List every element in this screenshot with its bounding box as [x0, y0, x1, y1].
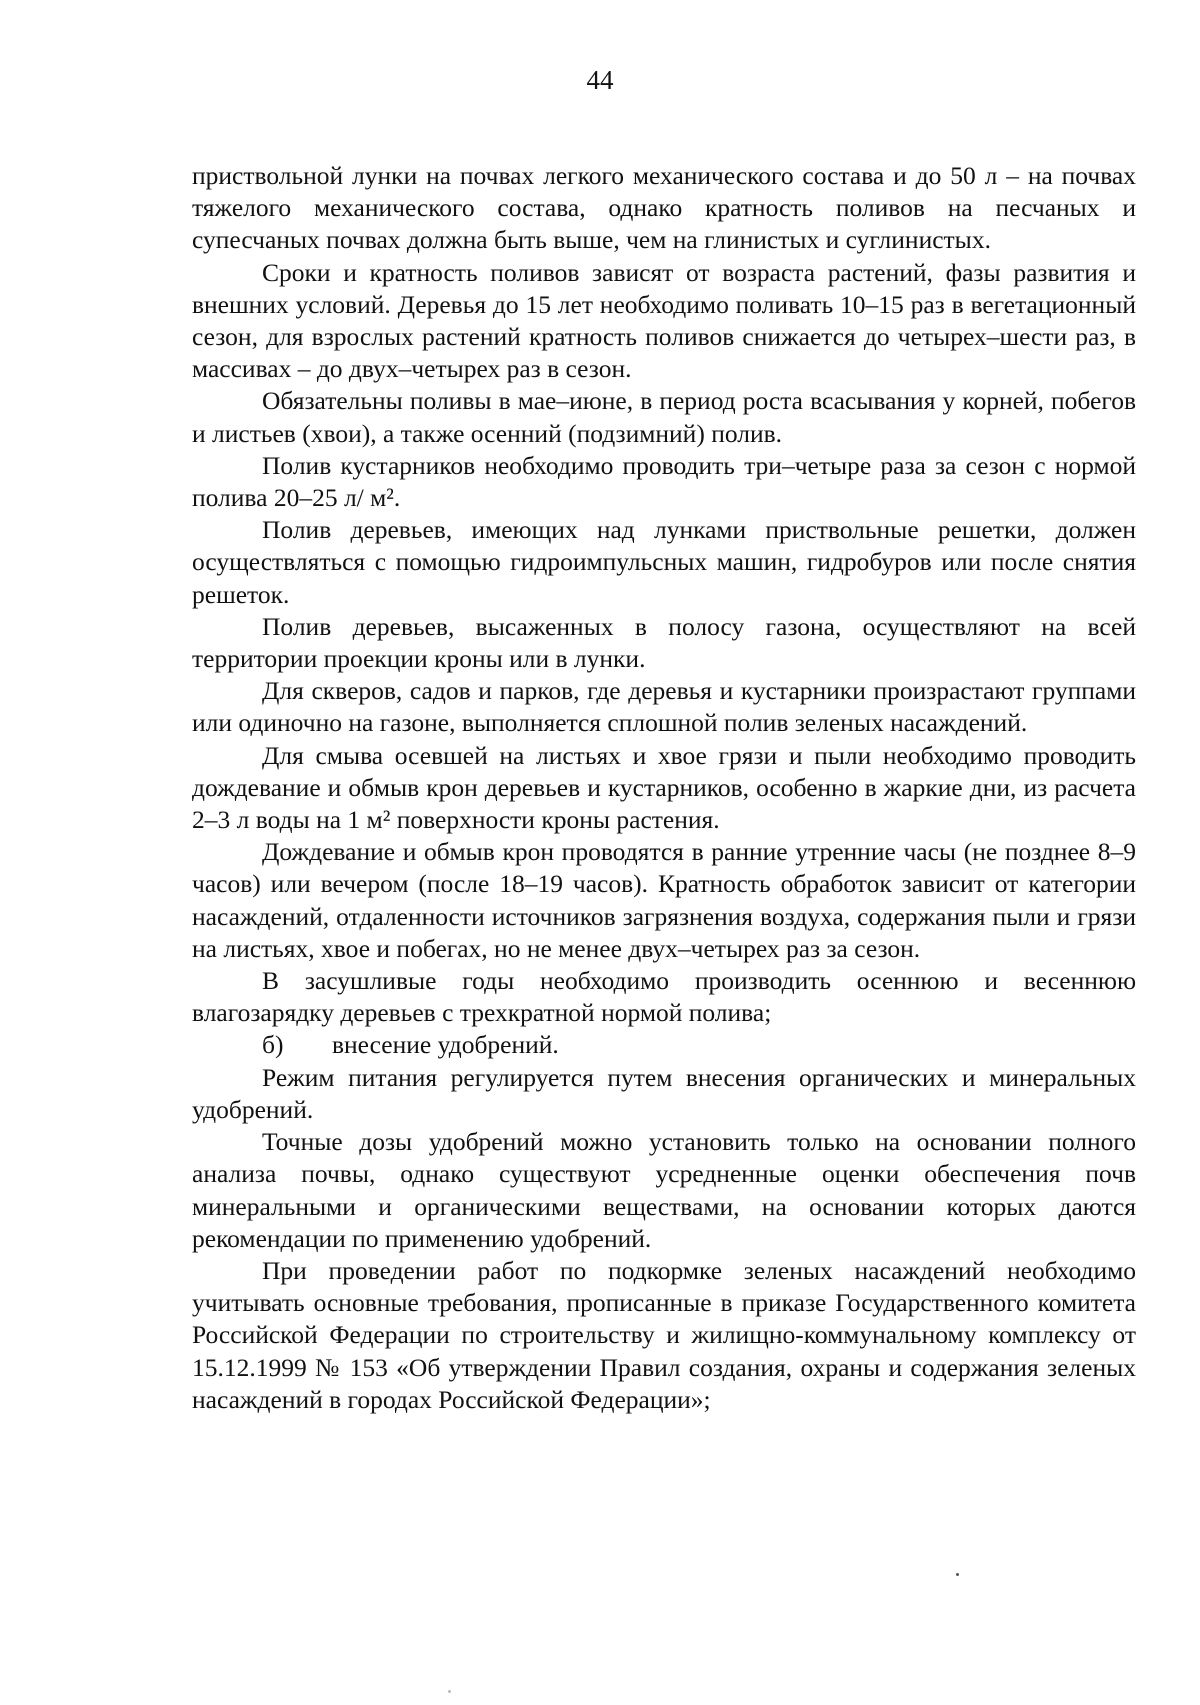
- paragraph-lawn-trees: Полив деревьев, высаженных в полосу газона, осуществляют на всей территории проекции кроны или в лунки.: [192, 611, 1136, 674]
- paragraph-mandatory-watering: Обязательны поливы в мае–июне, в период роста всасывания у корней, побегов и листьев (хвои), а также осенний (подзимний) полив.: [192, 386, 1136, 448]
- paragraph-regulations: При проведении работ по подкормке зеленых насаждений необходимо учитывать основные требования, прописанные в приказе Государственного комитета Российской Федерации по строительству и жилищно-коммунальному комплексу от 15.12.1999 № 153 «Об утверждении Правил создания, охраны и содержания зеленых насаждений в городах Российской Федерации»;: [192, 1255, 1136, 1414]
- list-item-fertilizers: [192, 1029, 1136, 1061]
- paragraph-nutrition-regime: Режим питания регулируется путем внесения органических и минеральных удобрений.: [192, 1062, 1136, 1124]
- list-marker: б): [262, 1030, 284, 1060]
- page-number: 44: [586, 65, 614, 95]
- paragraph-continuation: приствольной лунки на почвах легкого механического состава и до 50 л – на почвах тяжелого механического состава, однако кратность поливов на песчаных и супесчаных почвах должна быть выше, чем на глинистых и суглинистых.: [192, 161, 1136, 255]
- scan-speck: [448, 1690, 451, 1693]
- paragraph-parks: Для скверов, садов и парков, где деревья и кустарники произрастают группами или одиночно на газоне, выполняется сплошной полив зеленых насаждений.: [192, 676, 1136, 738]
- scan-speck: [956, 1573, 959, 1576]
- paragraph-shrub-watering: Полив кустарников необходимо проводить три–четыре раза за сезон с нормой полива 20–25 л/ м².: [192, 450, 1136, 513]
- paragraph-fertilizer-doses: Точные дозы удобрений можно установить только на основании полного анализа почвы, однако существуют усредненные оценки обеспечения почв минеральными и органическими веществами, на основании которых даются рекомендации по применению удобрений.: [192, 1127, 1136, 1253]
- document-body: [192, 160, 1136, 1416]
- paragraph-grated-trees: Полив деревьев, имеющих над лунками приствольные решетки, должен осуществляться с помощью гидроимпульсных машин, гидробуров или после снятия решеток.: [192, 515, 1136, 609]
- paragraph-crown-washing: Для смыва осевшей на листьях и хвое грязи и пыли необходимо проводить дождевание и обмыв крон деревьев и кустарников, особенно в жаркие дни, из расчета 2–3 л воды на 1 м² поверхности кроны растения.: [192, 740, 1136, 835]
- paragraph-watering-timing: Сроки и кратность поливов зависят от возраста растений, фазы развития и внешних условий. Деревья до 15 лет необходимо поливать 10–15 раз в вегетационный сезон, для взрослых растений кратность поливов снижается до четырех–шести раз, в массивах – до двух–четырех раз в сезон.: [192, 257, 1136, 384]
- paragraph-drought-years: В засушливые годы необходимо производить осеннюю и весеннюю влагозарядку деревьев с трехкратной нормой полива;: [192, 966, 1136, 1028]
- list-item-text: внесение удобрений.: [332, 1030, 559, 1060]
- paragraph-sprinkling-schedule: Дождевание и обмыв крон проводятся в ранние утренние часы (не позднее 8–9 часов) или вечером (после 18–19 часов). Кратность обработок зависит от категории насаждений, отдаленности источников загрязнения воздуха, содержания пыли и грязи на листьях, хвое и побегах, но не менее двух–четырех раз за сезон.: [192, 837, 1136, 963]
